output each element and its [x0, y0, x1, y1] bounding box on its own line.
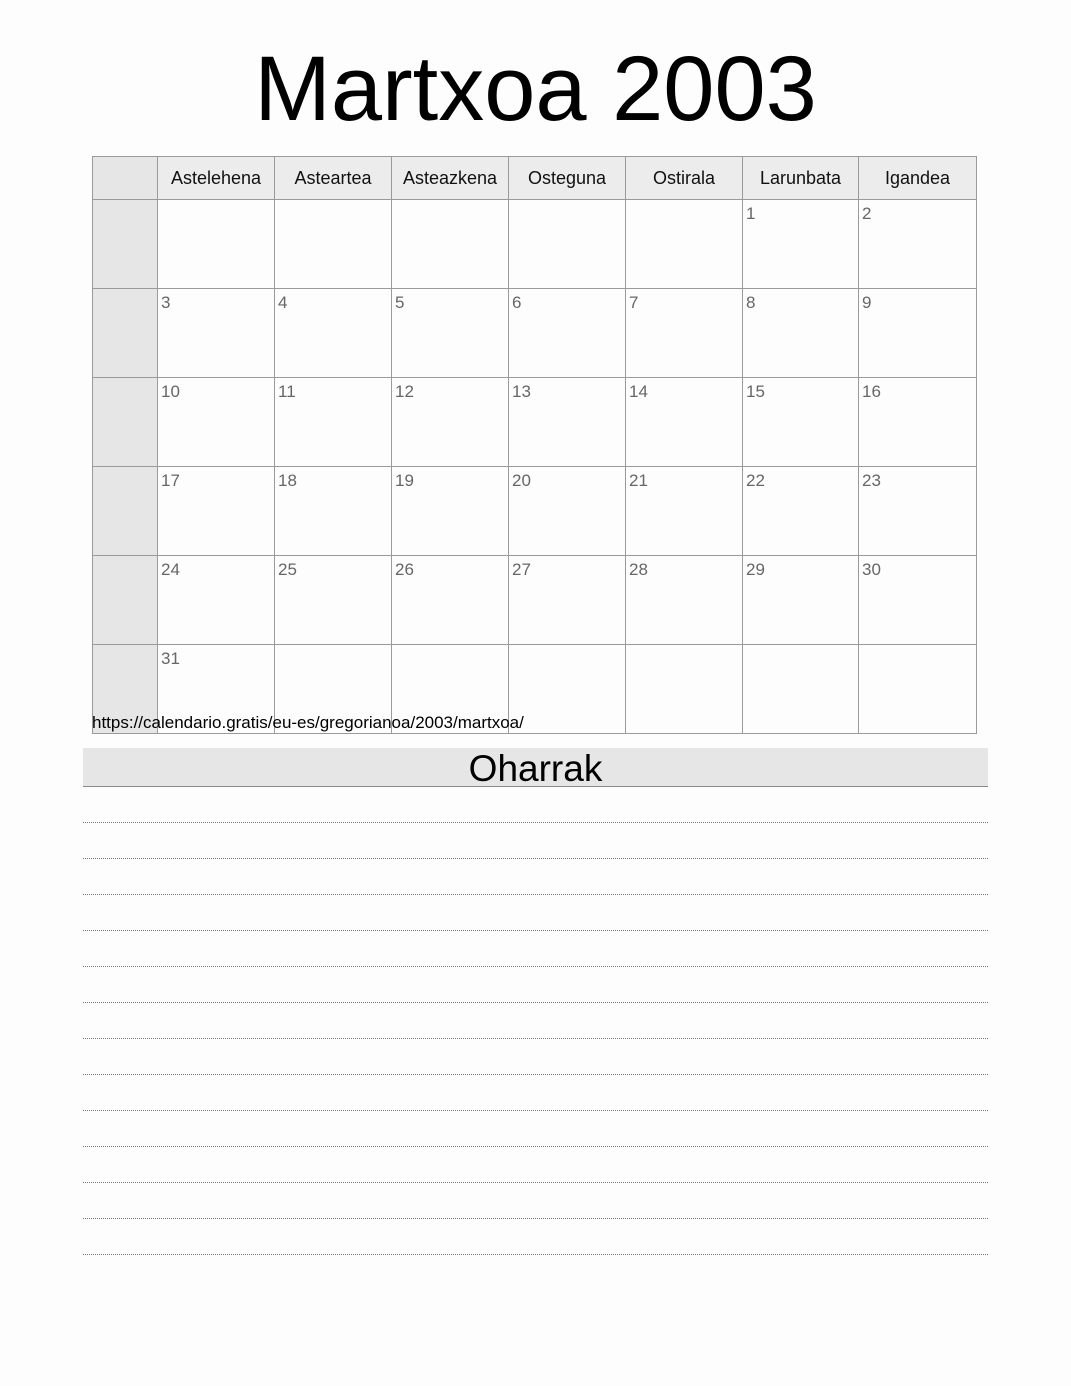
day-cell: 27	[509, 556, 626, 645]
day-cell: 11	[275, 378, 392, 467]
week-number-cell	[93, 467, 158, 556]
week-row	[93, 556, 977, 645]
day-cell: 25	[275, 556, 392, 645]
weekday-header: Astelehena	[158, 157, 275, 200]
day-cell: 20	[509, 467, 626, 556]
day-cell	[509, 645, 626, 734]
day-cell: 21	[626, 467, 743, 556]
note-line	[83, 823, 988, 859]
notes-lines	[83, 787, 988, 1255]
day-cell: 17	[158, 467, 275, 556]
week-row	[93, 200, 977, 289]
day-cell	[743, 645, 859, 734]
weekday-header: Igandea	[859, 157, 977, 200]
day-cell	[158, 200, 275, 289]
note-line	[83, 787, 988, 823]
week-row	[93, 378, 977, 467]
weekday-header: Osteguna	[509, 157, 626, 200]
note-line	[83, 859, 988, 895]
day-cell: 13	[509, 378, 626, 467]
week-number-header	[93, 157, 158, 200]
note-line	[83, 931, 988, 967]
day-cell: 29	[743, 556, 859, 645]
day-cell: 28	[626, 556, 743, 645]
day-cell	[509, 200, 626, 289]
day-cell	[626, 645, 743, 734]
weekday-header: Larunbata	[743, 157, 859, 200]
day-cell	[859, 645, 977, 734]
week-row	[93, 289, 977, 378]
week-row	[93, 467, 977, 556]
day-cell: 23	[859, 467, 977, 556]
note-line	[83, 1039, 988, 1075]
weekday-header: Asteazkena	[392, 157, 509, 200]
day-cell: 7	[626, 289, 743, 378]
calendar-grid	[92, 156, 977, 734]
week-number-cell	[93, 200, 158, 289]
day-cell: 26	[392, 556, 509, 645]
day-cell: 8	[743, 289, 859, 378]
week-number-cell	[93, 289, 158, 378]
day-cell: 10	[158, 378, 275, 467]
weekday-header-row	[93, 157, 977, 200]
note-line	[83, 1147, 988, 1183]
day-cell: 1	[743, 200, 859, 289]
day-cell: 4	[275, 289, 392, 378]
note-line	[83, 1003, 988, 1039]
note-line	[83, 1111, 988, 1147]
notes-title: Oharrak	[83, 748, 988, 787]
day-cell: 22	[743, 467, 859, 556]
day-cell: 14	[626, 378, 743, 467]
source-url: https://calendario.gratis/eu-es/gregorianoa/2003/martxoa/	[92, 713, 524, 732]
day-cell: 6	[509, 289, 626, 378]
day-cell: 24	[158, 556, 275, 645]
day-cell: 12	[392, 378, 509, 467]
day-cell: 3	[158, 289, 275, 378]
week-number-cell	[93, 556, 158, 645]
day-cell: 30	[859, 556, 977, 645]
note-line	[83, 895, 988, 931]
note-line	[83, 1075, 988, 1111]
weekday-header: Asteartea	[275, 157, 392, 200]
day-cell: 9	[859, 289, 977, 378]
page-title: Martxoa 2003	[254, 38, 817, 140]
day-cell: 18	[275, 467, 392, 556]
day-cell: 19	[392, 467, 509, 556]
week-number-cell	[93, 378, 158, 467]
note-line	[83, 967, 988, 1003]
note-line	[83, 1219, 988, 1255]
day-cell	[626, 200, 743, 289]
day-cell: 5	[392, 289, 509, 378]
day-cell	[392, 200, 509, 289]
day-cell: 16	[859, 378, 977, 467]
note-line	[83, 1183, 988, 1219]
day-cell	[275, 200, 392, 289]
weekday-header: Ostirala	[626, 157, 743, 200]
day-cell: 31	[158, 645, 275, 734]
day-cell: 2	[859, 200, 977, 289]
day-cell: 15	[743, 378, 859, 467]
